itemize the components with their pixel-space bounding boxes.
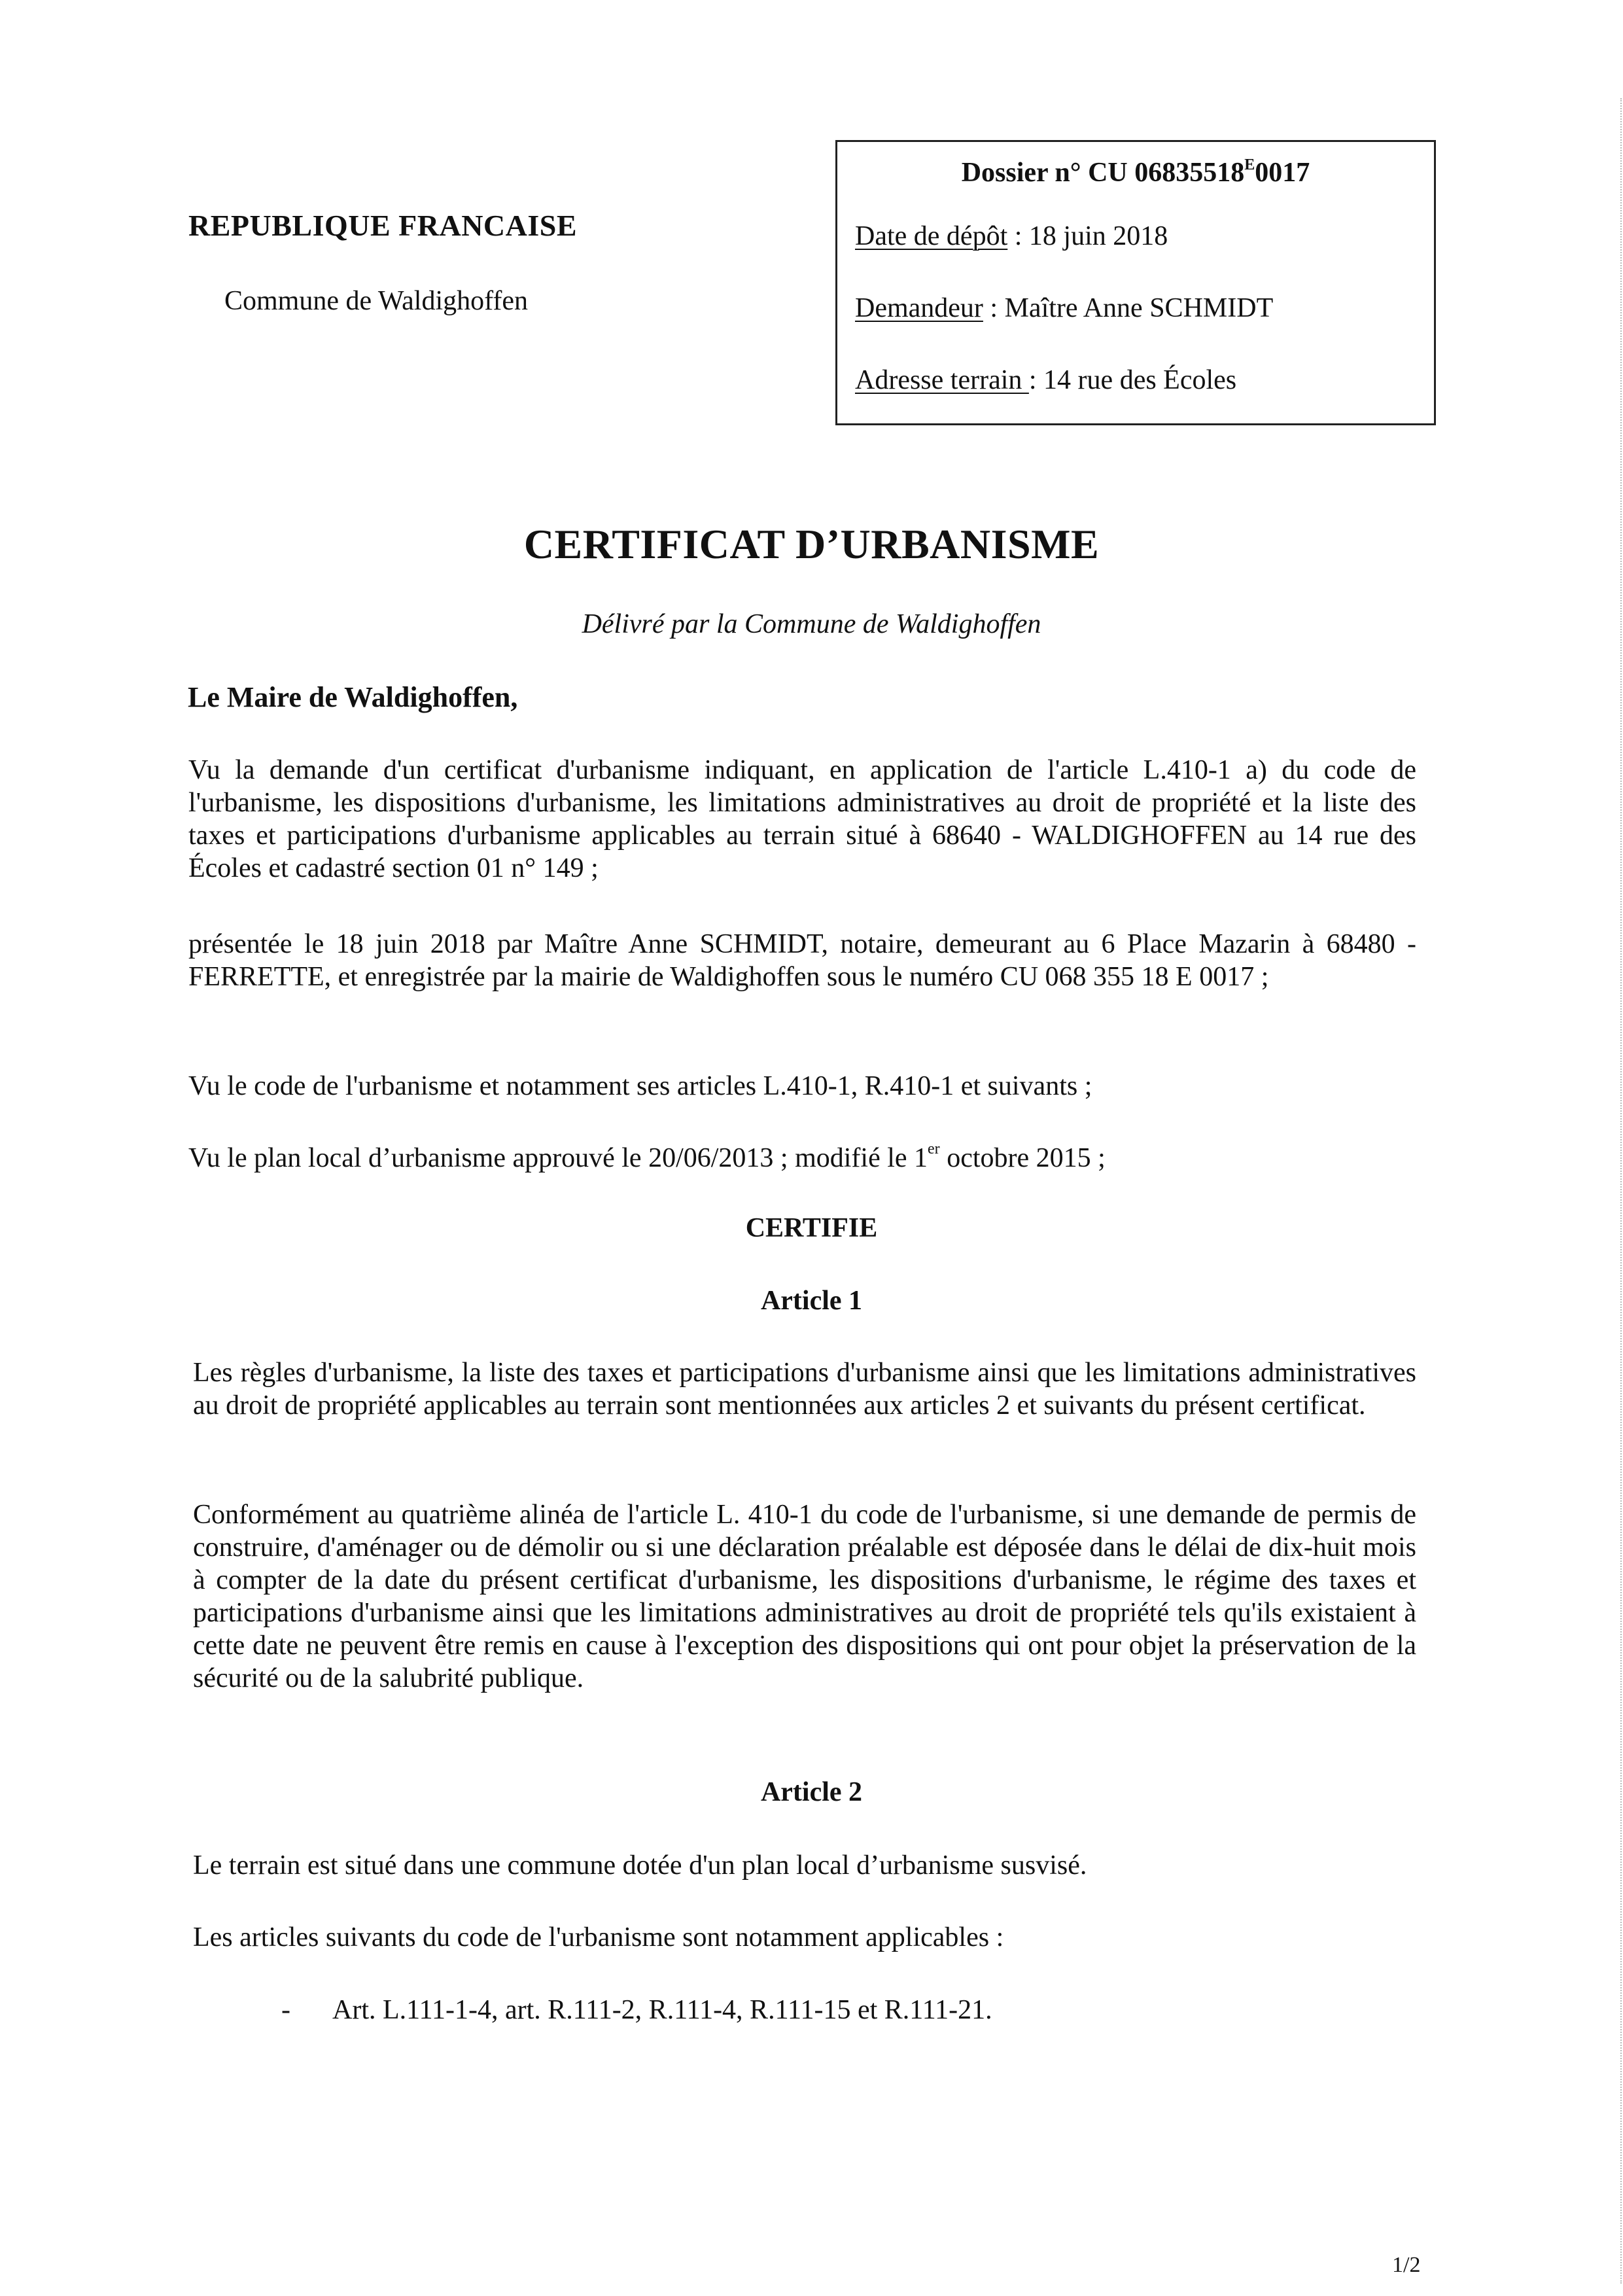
republique-francaise-heading: REPUBLIQUE FRANCAISE: [188, 209, 578, 242]
plu-text-sup: er: [928, 1140, 940, 1157]
maire-heading: Le Maire de Waldighoffen,: [188, 681, 518, 713]
article-1-heading: Article 1: [760, 1286, 863, 1316]
page-number: 1/2: [1392, 2253, 1421, 2277]
adresse-terrain-label: Adresse terrain: [855, 365, 1029, 395]
dossier-number-sup: E: [1244, 156, 1255, 173]
commune-name: Commune de Waldighoffen: [224, 286, 528, 316]
scan-edge-dotted-line: [1620, 98, 1622, 2284]
paragraph-vu-demande: Vu la demande d'un certificat d'urbanisme indiquant, en application de l'article L.410-1 a) du code de l'urbanisme, les dispositions d'urbanisme, les limitations administratives au droit de propriété et la liste des taxes et participations d'urbanisme applicables au terrain situé à 68640 - WALDIGHOFFEN au 14 rue des Écoles et cadastré section 01 n° 149 ;: [188, 755, 1416, 883]
document-title: CERTIFICAT D’URBANISME: [523, 521, 1100, 567]
demandeur-label: Demandeur: [855, 293, 983, 323]
article-1-paragraph-2: Conformément au quatrième alinéa de l'article L. 410-1 du code de l'urbanisme, si une demande de permis de construire, d'aménager ou de démolir ou si une déclaration préalable est déposée dans le délai de dix-huit mois à compter de la date du présent certificat d'urbanisme, les dispositions d'urbanisme, le régime des taxes et participations d'urbanisme ainsi que les limitations administratives au droit de propriété tels qu'ils existaient à cette date ne peuvent être remis en cause à l'exception des dispositions qui ont pour objet la préservation de la sécurité ou de la salubrité publique.: [193, 1500, 1416, 1693]
demandeur-value: : Maître Anne SCHMIDT: [983, 293, 1274, 323]
list-item-text: Art. L.111-1-4, art. R.111-2, R.111-4, R.111-15 et R.111-21.: [332, 1995, 992, 2025]
plu-text-before: Vu le plan local d’urbanisme approuvé le 20/06/2013 ; modifié le 1: [188, 1143, 928, 1173]
document-subtitle: Délivré par la Commune de Waldighoffen: [582, 609, 1041, 639]
article-2-heading: Article 2: [760, 1777, 863, 1807]
dossier-info-box: [835, 140, 1436, 425]
plu-text-after: octobre 2015 ;: [939, 1143, 1106, 1173]
adresse-terrain-value: : 14 rue des Écoles: [1028, 365, 1237, 395]
article-1-paragraph-1: Les règles d'urbanisme, la liste des taxes et participations d'urbanisme ainsi que les limitations administratives au droit de propriété applicables au terrain sont mentionnées aux articles 2 et suivants du présent certificat.: [193, 1358, 1416, 1421]
paragraph-vu-code: Vu le code de l'urbanisme et notamment ses articles L.410-1, R.410-1 et suivants ;: [188, 1071, 1092, 1101]
bullet-dash-icon: -: [281, 1995, 290, 2025]
certifie-heading: CERTIFIE: [745, 1213, 878, 1243]
list-item: [281, 1994, 992, 2026]
paragraph-vu-plu: [188, 1142, 1416, 1174]
adresse-terrain-row: [855, 364, 1236, 396]
paragraph-presentee: présentée le 18 juin 2018 par Maître Anne SCHMIDT, notaire, demeurant au 6 Place Mazarin à 68480 - FERRETTE, et enregistrée par la mairie de Waldighoffen sous le numéro CU 068 355 18 E 0017 ;: [188, 929, 1416, 992]
date-depot-row: [855, 221, 1168, 252]
date-depot-value: : 18 juin 2018: [1007, 221, 1168, 251]
article-2-paragraph-1: Le terrain est situé dans une commune dotée d'un plan local d’urbanisme susvisé.: [193, 1850, 1087, 1881]
dossier-number-prefix: Dossier n° CU 06835518: [961, 158, 1245, 188]
dossier-number: [837, 156, 1434, 188]
date-depot-label: Date de dépôt: [855, 221, 1008, 251]
demandeur-row: [855, 292, 1273, 324]
dossier-number-suffix: 0017: [1255, 158, 1310, 188]
issuer-header: [188, 208, 633, 316]
article-2-paragraph-2: Les articles suivants du code de l'urbanisme sont notamment applicables :: [193, 1922, 1004, 1952]
